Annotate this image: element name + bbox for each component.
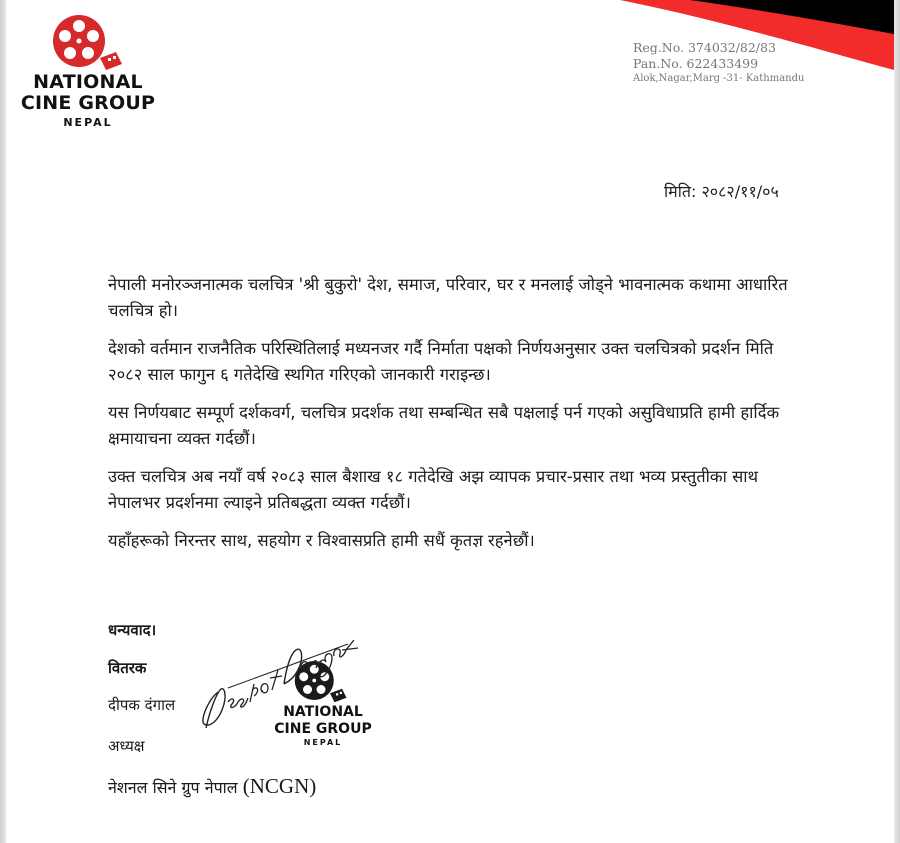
organization-name-nepali: नेशनल सिने ग्रुप नेपाल (108, 778, 238, 797)
paragraph: देशको वर्तमान राजनैतिक परिस्थितिलाई मध्यनजर गर्दै निर्माता पक्षको निर्णयअनुसार उक्त चलचित्रको प्रदर्शन मिति २०८२ साल फागुन ६ गतेदेखि स्थगित गरिएको जानकारी गराइन्छ। (108, 339, 774, 384)
registration-number: Reg.No. 374032/82/83 (633, 40, 776, 55)
organization-abbreviation: (NCGN) (242, 774, 317, 798)
stamp-text-line1: NATIONAL (283, 704, 363, 720)
organization-name (108, 774, 316, 799)
letter-date: मिति: २०८२/११/०५ (664, 182, 779, 201)
logo-text-line2: CINE GROUP (20, 92, 156, 114)
logo-text-line3: NEPAL (63, 116, 113, 129)
paragraph: यहाँहरूको निरन्तर साथ, सहयोग र विश्वासप्रति हामी सधैं कृतज्ञ रहनेछौं। (108, 531, 535, 550)
organization-info (633, 40, 804, 86)
address: Alok,Nagar,Marg -31- Kathmandu (633, 73, 805, 84)
stamp-text-line3: NEPAL (303, 738, 343, 747)
distributor-label: वितरक (108, 659, 147, 677)
company-logo (18, 14, 158, 129)
logo-text-line1: NATIONAL (33, 71, 143, 93)
closing-thanks: धन्यवाद। (108, 621, 157, 639)
letter-body (108, 272, 798, 566)
signer-name: दीपक दंगाल (108, 696, 176, 714)
signer-title: अध्यक्ष (108, 737, 145, 755)
film-reel-icon (52, 14, 132, 72)
page-edge-left (0, 0, 6, 843)
handwritten-signature (198, 640, 368, 740)
paragraph: यस निर्णयबाट सम्पूर्ण दर्शकवर्ग, चलचित्र प्रदर्शक तथा सम्बन्धित सबै पक्षलाई पर्न गएको असुविधाप्रति हामी हार्दिक क्षमायाचना व्यक्त गर्दछौं। (108, 403, 780, 448)
page-edge-right (894, 0, 900, 843)
pan-number: Pan.No. 622433499 (633, 56, 759, 71)
paragraph: उक्त चलचित्र अब नयाँ वर्ष २०८३ साल बैशाख १८ गतेदेखि अझ व्यापक प्रचार-प्रसार तथा भव्य प्रस्तुतीका साथ नेपालभर प्रदर्शनमा ल्याइने प्रतिबद्धता व्यक्त गर्दछौं। (108, 467, 759, 512)
paragraph: नेपाली मनोरञ्जनात्मक चलचित्र 'श्री बुकुरो' देश, समाज, परिवार, घर र मनलाई जोड्ने भावनात्मक कथामा आधारित चलचित्र हो। (108, 275, 788, 320)
stamp-text-line2: CINE GROUP (274, 721, 372, 737)
